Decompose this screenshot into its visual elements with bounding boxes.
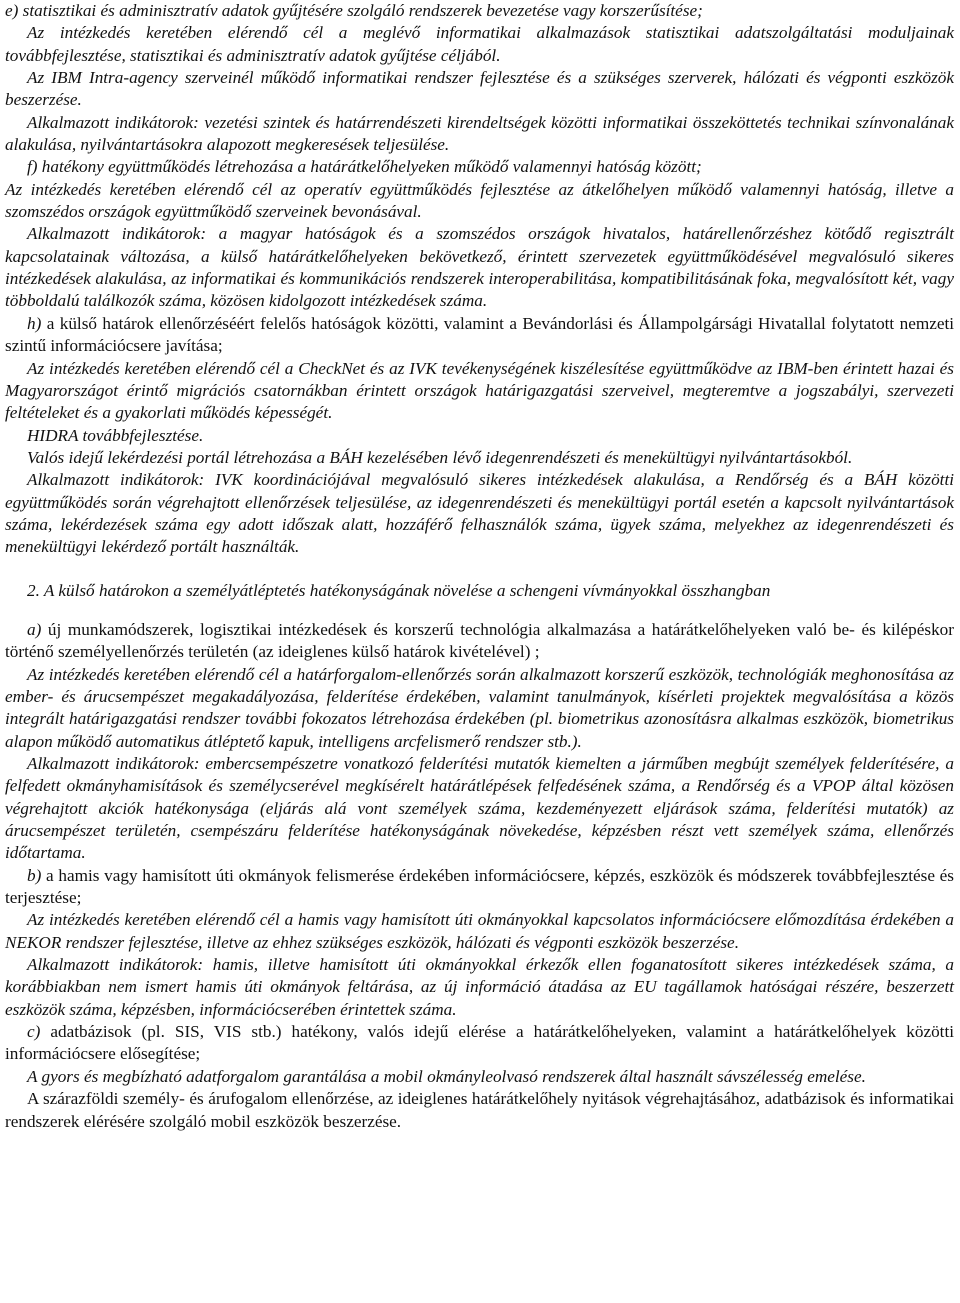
paragraph-h-aim: Az intézkedés keretében elérendő cél a CheckNet és az IVK tevékenységének kiszélesítése együttműködve az IBM-ben érintett hazai és Magyarországot érintő migrációs csatornákban érintett országok határigazgatási szerveivel, megteremtve a jogszabályi, szervezeti feltételeket és a gyakorlati működés képességét. — [5, 358, 954, 423]
paragraph-a-indicators: Alkalmazott indikátorok: embercsempészetre vonatkozó felderítési mutatók kiemelten a járműben megbújt személyek felderítésére, a felfedett okmányhamisítások és személycserével megkísérelt határátlépések felfedésének száma, a Rendőrség és a VPOP által közösen végrehajtott akciók hatékonysága (eljárás alá vont személyek száma, kezdeményezett eljárások száma, felderítési mutatók) az árucsempészet területén, csempészáru felderítése hatékonyságának növekedése, képzésben részt vett személyek száma, ellenőrzés időtartama. — [5, 754, 954, 863]
paragraph-c-land: A szárazföldi személy- és árufogalom ellenőrzése, az ideiglenes határátkelőhely nyitások végrehajtásához, adatbázisok és informatikai rendszerek elérésére szolgáló mobil eszközök beszerzése. — [5, 1089, 954, 1131]
paragraph-c-title — [5, 1021, 954, 1066]
paragraph-h-portal: Valós idejű lekérdezési portál létrehozása a BÁH kezelésében lévő idegenrendészeti és menekültügyi nyilvántartásokból. — [27, 447, 853, 467]
paragraph-c-aim: A gyors és megbízható adatforgalom garantálása a mobil okmányleolvasó rendszerek által használt sávszélesség emelése. — [27, 1066, 866, 1086]
paragraph-e-title: e) statisztikai és adminisztratív adatok gyűjtésére szolgáló rendszerek bevezetése vagy korszerűsítése; — [5, 1, 703, 20]
item-marker-h: h) — [27, 313, 42, 333]
paragraph-b-indicators: Alkalmazott indikátorok: hamis, illetve hamisított úti okmányokkal érkezők ellen foganatosított sikeres intézkedések száma, a korábbiakban nem ismert hamis úti okmányok feltárása, az új információ átadása az EU tagállamok hatóságai részére, beszerzett eszközök száma, képzésben, információcserében érintettek száma. — [5, 955, 954, 1019]
paragraph-b-title — [5, 865, 954, 910]
paragraph-f-title: f) hatékony együttműködés létrehozása a határátkelőhelyeken működő valamennyi hatóság között; — [27, 157, 702, 177]
item-marker-b: b) — [27, 865, 42, 885]
paragraph-f-aim: Az intézkedés keretében elérendő cél az operatív együttműködés fejlesztése az átkelőhelyen működő valamennyi hatóság, illetve a szomszédos országok együttműködő szerveinek bevonásával. — [5, 179, 954, 222]
item-marker-a: a) — [27, 619, 42, 639]
paragraph-h-hidra: HIDRA továbbfejlesztése. — [27, 425, 204, 445]
paragraph-a-title — [5, 619, 954, 664]
paragraph-h-title — [5, 313, 954, 358]
paragraph-h-text: a külső határok ellenőrzéséért felelős hatóságok közötti, valamint a Bevándorlási és Állampolgársági Hivatallal folytatott nemzeti szintű információcsere javítása; — [5, 313, 954, 356]
paragraph-f-indicators: Alkalmazott indikátorok: a magyar hatóságok és a szomszédos országok hivatalos, határellenőrzéshez kötődő regisztrált kapcsolatainak változása, a külső határátkelőhelyeken bekövetkező, érintett szervezetek együttműködésével megvalósuló sikeres intézkedések alakulása, az informatikai és kommunikációs rendszerek interoperabilitása, kompatibilitásának foka, megvalósított két, vagy többoldalú találkozók száma, közösen kidolgozott intézkedések száma. — [5, 224, 954, 311]
paragraph-e-indicators: Alkalmazott indikátorok: vezetési szintek és határrendészeti kirendeltségek közötti informatikai összeköttetés technikai színvonalának alakulása, nyilvántartásokra alapozott megkeresések teljesülése. — [5, 112, 954, 155]
item-marker-c: c) — [27, 1022, 41, 1042]
paragraph-c-text: adatbázisok (pl. SIS, VIS stb.) hatékony, valós idejű elérése a határátkelőhelyeken, valamint a határátkelőhelyek közötti információcsere elősegítése; — [5, 1022, 954, 1064]
paragraph-b-text: a hamis vagy hamisított úti okmányok felismerése érdekében információcsere, képzés, eszközök és módszerek továbbfejlesztése és terjesztése; — [5, 865, 954, 908]
paragraph-b-aim: Az intézkedés keretében elérendő cél a hamis vagy hamisított úti okmányokkal kapcsolatos információcsere előmozdítása érdekében a NEKOR rendszer fejlesztése, illetve az ehhez szükséges eszközök, hálózati és végponti eszközök beszerzése. — [5, 910, 954, 952]
section-2-heading: 2. A külső határokon a személyátléptetés hatékonyságának növelése a schengeni vívmányokkal összhangban — [27, 580, 771, 600]
paragraph-a-text: új munkamódszerek, logisztikai intézkedések és korszerű technológia alkalmazása a határátkelőhelyeken való be- és kilépéskor történő személyellenőrzés területén (az ideiglenes külső határok kivételével) ; — [5, 619, 954, 662]
paragraph-e-ibm: Az IBM Intra-agency szerveinél működő informatikai rendszer fejlesztése és a szükséges szerverek, hálózati és végponti eszközök beszerzése. — [5, 68, 954, 110]
paragraph-e-aim: Az intézkedés keretében elérendő cél a meglévő informatikai alkalmazások statisztikai adatszolgáltatási moduljainak továbbfejlesztése, statisztikai és adminisztratív adatok gyűjtése céljából. — [5, 23, 954, 65]
paragraph-h-indicators: Alkalmazott indikátorok: IVK koordinációjával megvalósuló sikeres intézkedések alakulása, a Rendőrség és a BÁH közötti együttműködés során végrehajtott ellenőrzések teljesülése, az idegenrendészeti és menekültügyi portál esetén a kapcsolt nyilvántartások száma, lekérdezések száma egy adott időszak alatt, hozzáférő felhasználók száma, ügyek száma, melyekhez az idegenrendészeti és menekültügyi lekérdező portált használták. — [5, 470, 954, 557]
paragraph-a-aim: Az intézkedés keretében elérendő cél a határforgalom-ellenőrzés során alkalmazott korszerű eszközök, technológiák meghonosítása az ember- és árucsempészet megakadályozása, felderítése érdekében, valamint tanulmányok, kísérleti projektek megvalósítása a közös integrált határigazgatási rendszer további fokozatos létrehozása érdekében (pl. biometrikus azonosításra alkalmas eszközök, biometrikus alapon működő automatikus átléptető kapuk, intelligens arcfelismerő rendszer stb.). — [5, 664, 954, 751]
